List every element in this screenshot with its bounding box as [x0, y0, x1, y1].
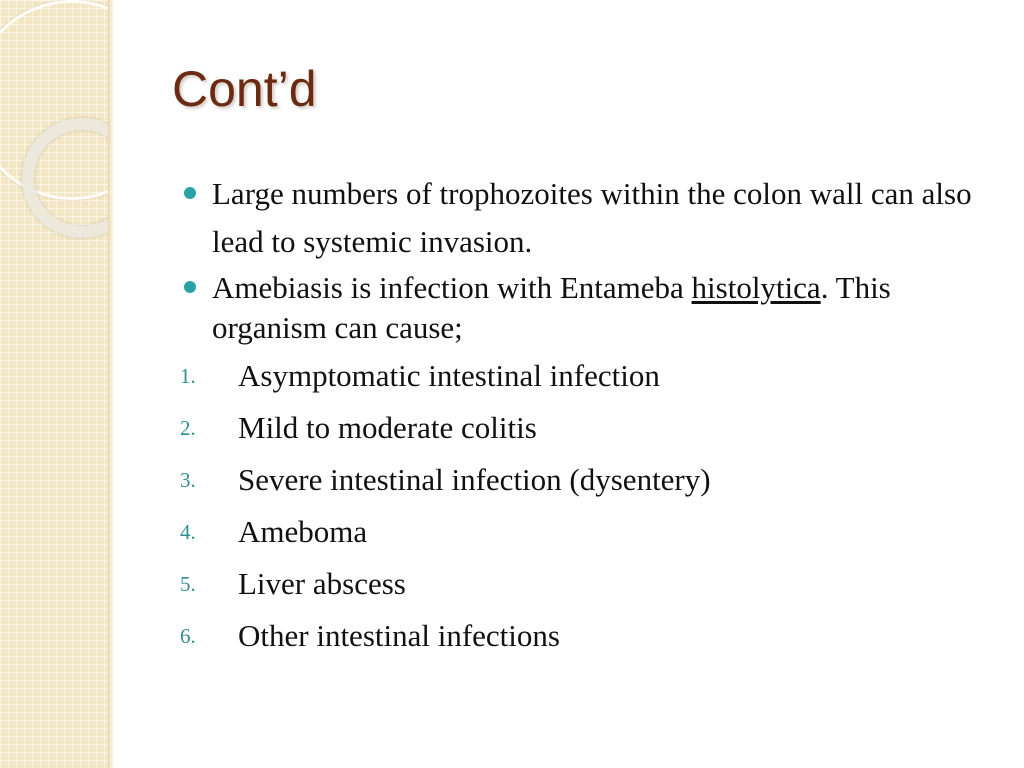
- numbered-item: [180, 350, 980, 402]
- bullet-dot-icon: [184, 281, 196, 293]
- bullet-text-end: . This organism can cause;: [212, 270, 891, 345]
- item-text: Liver abscess: [238, 566, 406, 601]
- item-text: Asymptomatic intestinal infection: [238, 358, 660, 393]
- decorative-side-panel: [0, 0, 112, 768]
- item-number: 4.: [180, 520, 196, 544]
- bullet-text-start: Amebiasis is infection with Entameba: [212, 270, 692, 305]
- item-text: Severe intestinal infection (dysentery): [238, 462, 711, 497]
- numbered-item: [180, 454, 980, 506]
- item-text: Mild to moderate colitis: [238, 410, 537, 445]
- numbered-item: [180, 558, 980, 610]
- bullet-item: [180, 170, 980, 266]
- item-text: Other intestinal infections: [238, 618, 560, 653]
- item-number: 1.: [180, 364, 196, 388]
- bullet-dot-icon: [184, 187, 196, 199]
- item-text: Ameboma: [238, 514, 368, 549]
- bullet-item: [180, 268, 980, 348]
- item-number: 3.: [180, 468, 196, 492]
- slide-title: Cont’d: [172, 61, 317, 117]
- numbered-item: [180, 506, 980, 558]
- item-number: 2.: [180, 416, 196, 440]
- bullet-text: Large numbers of trophozoites within the colon wall can also lead to systemic invasion.: [212, 176, 972, 259]
- underlined-term: histolytica: [691, 270, 821, 305]
- side-panel-edge: [108, 0, 114, 768]
- slide-body: [180, 170, 980, 662]
- numbered-item: [180, 402, 980, 454]
- numbered-item: [180, 610, 980, 662]
- item-number: 6.: [180, 624, 196, 648]
- item-number: 5.: [180, 572, 196, 596]
